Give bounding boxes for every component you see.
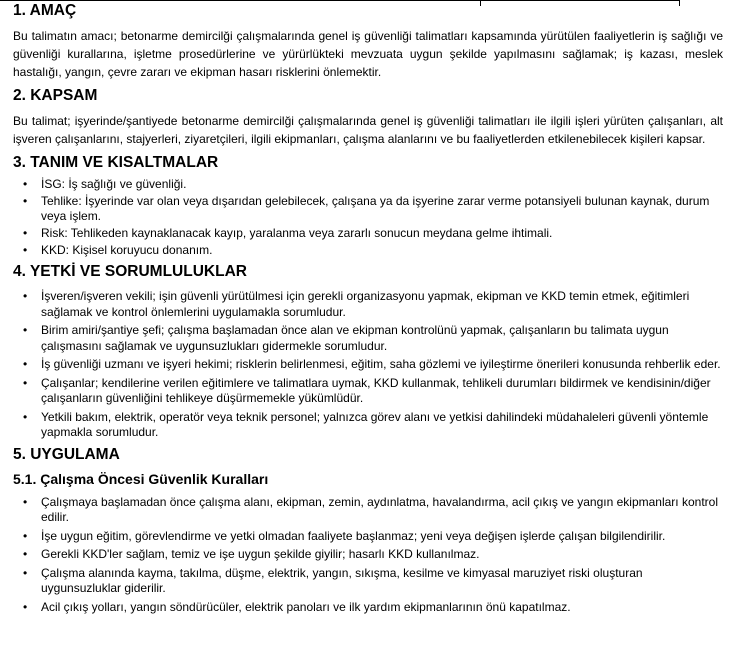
list-item: • Tehlike: İşyerinde var olan veya dışarıdan gelebilecek, çalışana ya da işyerine zarar verme potansiyeli bulunan kaynak, durum veya işlem. (41, 194, 723, 224)
section-heading: 5. UYGULAMA (13, 445, 120, 463)
definitions-list (13, 177, 723, 258)
subsection-heading: 5.1. Çalışma Öncesi Güvenlik Kuralları (13, 470, 269, 487)
list-item: • Çalışma alanında kayma, takılma, düşme, elektrik, yangın, sıkışma, kesilme ve kimyasal maruziyet riski oluşturan uygunsuzluklar giderilir. (41, 566, 723, 597)
list-item: • Yetkili bakım, elektrik, operatör veya teknik personel; yalnızca görev alanı ve yetkisi dahilindeki müdahaleleri güvenli yöntemle yapmakla sorumludur. (41, 410, 723, 441)
list-item: • İş güvenliği uzmanı ve işyeri hekimi; risklerin belirlenmesi, eğitim, saha gözlemi ve iyileştirme önerileri konusunda rehberlik eder. (41, 357, 723, 373)
section-tanim (13, 153, 723, 258)
rules-list (13, 495, 723, 616)
section-amac (13, 1, 723, 81)
list-item: • İşveren/işveren vekili; işin güvenli yürütülmesi için gerekli organizasyonu yapmak, ekipman ve KKD temin etmek, eğitimleri sağlamak ve kontrol önlemlerini uygulamakla sorumludur. (41, 289, 723, 320)
list-item: • Çalışanlar; kendilerine verilen eğitimlere ve talimatlara uymak, KKD kullanmak, tehlikeli durumları bildirmek ve kendisinin/diğer çalışanların güvenliğini tehlikeye düşürmemekle yükümlüdür. (41, 376, 723, 407)
responsibilities-list (13, 289, 723, 441)
section-heading: 2. KAPSAM (13, 87, 98, 104)
list-item: • Birim amiri/şantiye şefi; çalışma başlamadan önce alan ve ekipman kontrolünü yapmak, çalışanların bu talimata uygun çalışmasını sağlamak ve uygunsuzlukları gidermekle sorumludur. (41, 323, 723, 354)
list-item: • İşe uygun eğitim, görevlendirme ve yetki olmadan faaliyete başlanmaz; yeni veya değişen işlerde çalışan bilgilendirilir. (41, 529, 723, 545)
section-paragraph: Bu talimatın amacı; betonarme demircilği çalışmalarında genel iş güvenliği talimatları kapsamında yürütülen faaliyetlerin iş sağlığı ve güvenliği kurallarına, işletme prosedürlerine ve yürürlükteki mevzuata uygun şekilde yapılmasını sağlamak; iş kazası, meslek hastalığı, yangın, çevre zararı ve ekipman hasarı risklerini önlemektir. (13, 29, 723, 79)
list-item: • Acil çıkış yolları, yangın söndürücüler, elektrik panoları ve ilk yardım ekipmanlarının önü kapatılmaz. (41, 600, 723, 616)
list-item: • Risk: Tehlikeden kaynaklanacak kayıp, yaralanma veya zararlı sonucun meydana gelme ihtimali. (41, 226, 723, 241)
section-yetki (13, 262, 723, 441)
section-heading: 3. TANIM VE KISALTMALAR (13, 154, 219, 171)
section-heading: 1. AMAÇ (13, 2, 77, 19)
list-item: • Gerekli KKD'ler sağlam, temiz ve işe uygun şekilde giyilir; hasarlı KKD kullanılmaz. (41, 547, 723, 563)
section-paragraph: Bu talimat; işyerinde/şantiyede betonarme demircilği çalışmalarında genel iş güvenliği talimatları ile ilgili işleri yürüten çalışanları, alt işveren çalışanlarını, stajyerleri, ziyaretçileri, ilgili ekipmanları, çalışma alanlarını ve bu faaliyetlerden etkilenebilecek kişileri kapsar. (13, 114, 723, 146)
list-item: • KKD: Kişisel koruyucu donanım. (41, 243, 723, 258)
list-item: • Çalışmaya başlamadan önce çalışma alanı, ekipman, zemin, aydınlatma, havalandırma, acil çıkış ve yangın ekipmanları kontrol edilir. (41, 495, 723, 526)
section-uygulama (13, 445, 723, 616)
section-heading: 4. YETKİ VE SORUMLULUKLAR (13, 263, 247, 280)
document-page (13, 1, 723, 619)
list-item: • İSG: İş sağlığı ve güvenliği. (41, 177, 723, 192)
section-kapsam (13, 86, 723, 148)
